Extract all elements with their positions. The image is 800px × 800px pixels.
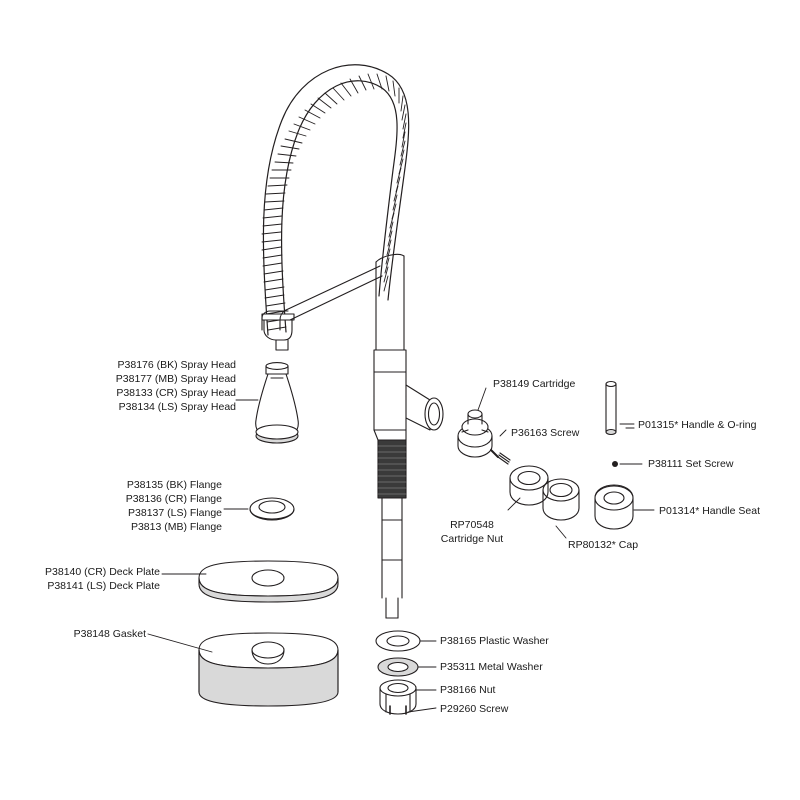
callout-cartridge [493,377,575,391]
callout-screw-p29260 [440,702,508,716]
set-screw-graphic [612,461,618,467]
gasket-graphic [199,633,338,706]
callout-spray-head-line-2: P38177 (MB) Spray Head [115,373,236,385]
callout-plastic-washer-line-1: P38165 Plastic Washer [440,635,549,647]
callout-cartridge-nut-line-2: Cartridge Nut [440,533,504,545]
callout-handle-seat-line-1: P01314* Handle Seat [659,505,760,517]
spout-arm-graphic [262,266,382,330]
callout-spray-head-line-1: P38176 (BK) Spray Head [117,359,236,371]
callout-cartridge-line-1: P38149 Cartridge [493,378,576,390]
spray-head-attached-graphic [262,314,294,350]
callout-metal-washer [440,660,543,674]
callout-deck-plate-line-2: P38141 (LS) Deck Plate [47,580,160,592]
cartridge-graphic [458,410,492,457]
callout-metal-washer-line-1: P35311 Metal Washer [440,661,543,673]
callout-gasket [0,627,146,641]
callout-cartridge-nut-line-1: RP70548 [450,519,494,531]
handle-o-ring-graphic [606,382,634,435]
callout-nut [440,683,495,697]
callout-set-screw-line-1: P38111 Set Screw [648,458,734,470]
callout-screw-p29260-line-1: P29260 Screw [440,703,509,715]
callout-nut-line-1: P38166 Nut [440,684,496,696]
callout-cap [568,538,638,552]
nut-graphic [380,680,416,714]
deck-plate-graphic [199,561,338,602]
callout-set-screw [648,457,733,471]
callout-screw-p36163-line-1: P36163 Screw [511,427,580,439]
callout-deck-plate-line-1: P38140 (CR) Deck Plate [45,566,160,578]
callout-handle-o-ring [638,418,757,432]
plastic-washer-graphic [376,631,420,651]
callout-screw-p36163 [511,426,579,440]
callout-spray-head [0,358,236,414]
callout-flange [0,478,222,534]
callout-flange-line-1: P38135 (BK) Flange [126,479,222,491]
callout-flange-line-2: P38136 (CR) Flange [125,493,222,505]
cartridge-nut-graphic [510,466,548,505]
callout-flange-line-4: P3813 (MB) Flange [130,521,222,533]
flange-part-graphic [250,498,294,520]
callout-cap-line-1: RP80132* Cap [568,539,639,551]
handle-seat-graphic [595,485,633,529]
metal-washer-graphic [378,658,418,676]
callout-handle-o-ring-line-1: P01315* Handle & O-ring [638,419,757,431]
screw-p36163-graphic [491,450,510,464]
callout-spray-head-line-3: P38133 (CR) Spray Head [116,387,236,399]
callout-flange-line-3: P38137 (LS) Flange [128,507,222,519]
callout-plastic-washer [440,634,549,648]
callout-gasket-line-1: P38148 Gasket [73,628,146,640]
callout-deck-plate [0,565,160,593]
faucet-body-graphic [374,254,443,618]
callout-spray-head-line-4: P38134 (LS) Spray Head [118,401,236,413]
callout-handle-seat [659,504,760,518]
spring-coil-graphic [262,65,409,335]
spray-head-part-graphic [256,363,299,443]
callout-cartridge-nut [420,518,524,546]
